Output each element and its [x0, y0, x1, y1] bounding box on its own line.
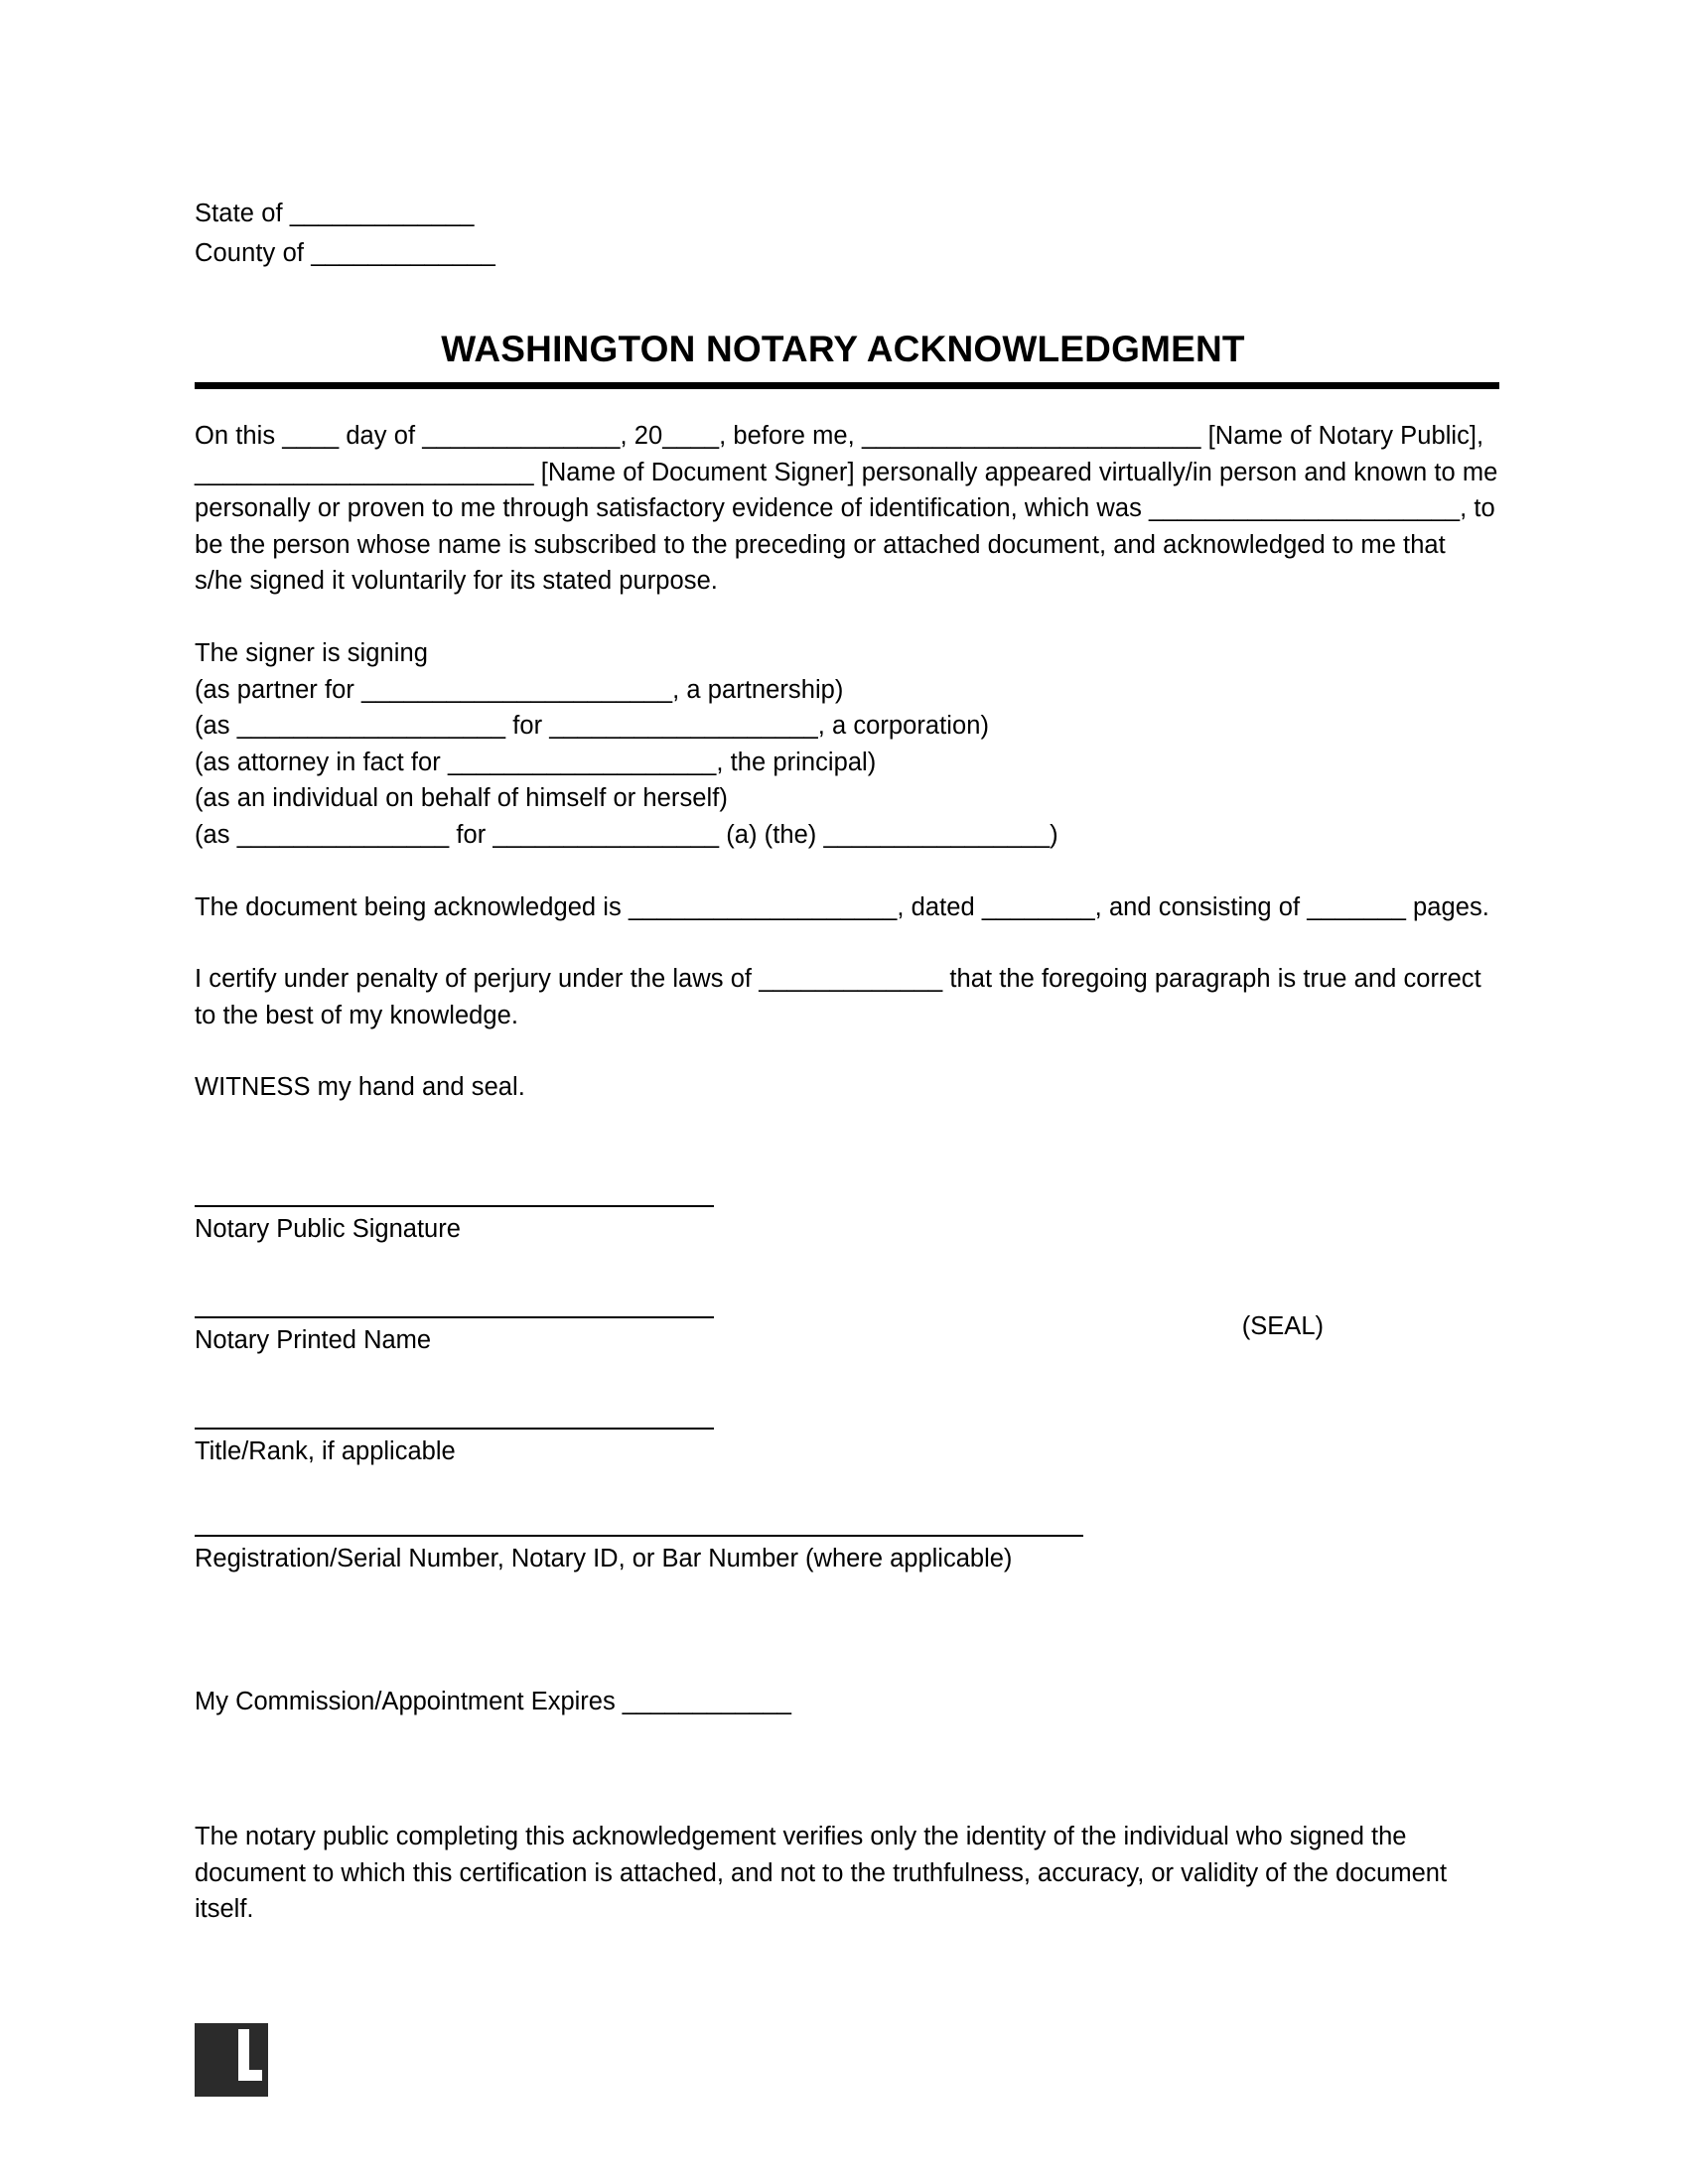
page-title: WASHINGTON NOTARY ACKNOWLEDGMENT	[441, 329, 1245, 369]
capacity-option-attorney-in-fact: (as attorney in fact for ___________________, the principal)	[195, 748, 877, 776]
seal-marker: (SEAL)	[1241, 1311, 1324, 1340]
signature-rule	[195, 1428, 714, 1430]
county-line: County of _____________	[195, 239, 495, 267]
legal-templates-logo-icon	[195, 2023, 268, 2097]
signature-rule	[195, 1535, 1083, 1537]
capacity-option-individual: (as an individual on behalf of himself or herself)	[195, 784, 728, 813]
signature-label: Title/Rank, if applicable	[195, 1436, 456, 1465]
signature-line-notary-printed-name	[195, 1311, 1499, 1358]
spacer	[195, 1247, 1499, 1316]
title-divider	[195, 382, 1499, 389]
signature-label: Notary Public Signature	[195, 1214, 461, 1243]
state-line: State of _____________	[195, 200, 475, 227]
disclaimer-paragraph: The notary public completing this acknowledgement verifies only the identity of the individual who signed the document to which this certification is attached, and not to the truthfulness, accuracy, or validity of the document itself.	[195, 1822, 1448, 1924]
signer-capacity-block	[195, 635, 1499, 854]
acknowledgment-paragraph: On this ____ day of ______________, 20____, before me, ________________________ [Name of Notary Public], ________________________ [Name of Document Signer] personally appeared virtually/in person and known to me personally or proven to me through satisfactory evidence of identification, which was ______________________, to be the person whose name is subscribed to the preceding or attached document, and acknowledged to me that s/he signed it voluntarily for its stated purpose.	[195, 422, 1498, 596]
signature-label: Notary Printed Name	[195, 1325, 432, 1354]
capacity-option-corporation: (as ___________________ for ___________________, a corporation)	[195, 712, 989, 741]
signature-line-title-rank	[195, 1428, 1499, 1469]
capacity-option-other: (as _______________ for ________________ (a) (the) ________________)	[195, 820, 1058, 849]
commission-expires-line: My Commission/Appointment Expires ____________	[195, 1687, 791, 1715]
spacer	[195, 854, 1499, 889]
signature-rule	[195, 1316, 714, 1318]
signer-capacity-intro: The signer is signing	[195, 638, 428, 667]
signature-line-notary-signature	[195, 1205, 1499, 1247]
venue-block	[195, 194, 1499, 273]
spacer	[195, 1033, 1499, 1069]
capacity-option-partnership: (as partner for ______________________, a partnership)	[195, 675, 844, 704]
logo-notch	[201, 2029, 228, 2081]
spacer	[195, 925, 1499, 961]
logo-vertical-bar	[238, 2029, 249, 2076]
document-body	[195, 418, 1499, 1106]
logo-horizontal-bar	[238, 2070, 262, 2081]
spacer	[195, 1358, 1499, 1428]
signature-line-registration-number	[195, 1535, 1499, 1576]
title-section	[195, 327, 1499, 389]
signature-area	[195, 1205, 1499, 1928]
document-description-paragraph: The document being acknowledged is ___________________, dated ________, and consisting of _______ pages.	[195, 892, 1489, 921]
spacer	[195, 600, 1499, 635]
certification-paragraph: I certify under penalty of perjury under the laws of _____________ that the foregoing paragraph is true and correct to the best of my knowledge.	[195, 965, 1481, 1029]
signature-rule	[195, 1205, 714, 1207]
witness-line: WITNESS my hand and seal.	[195, 1073, 525, 1102]
signature-label: Registration/Serial Number, Notary ID, or Bar Number (where applicable)	[195, 1544, 1013, 1572]
spacer	[195, 1469, 1499, 1535]
